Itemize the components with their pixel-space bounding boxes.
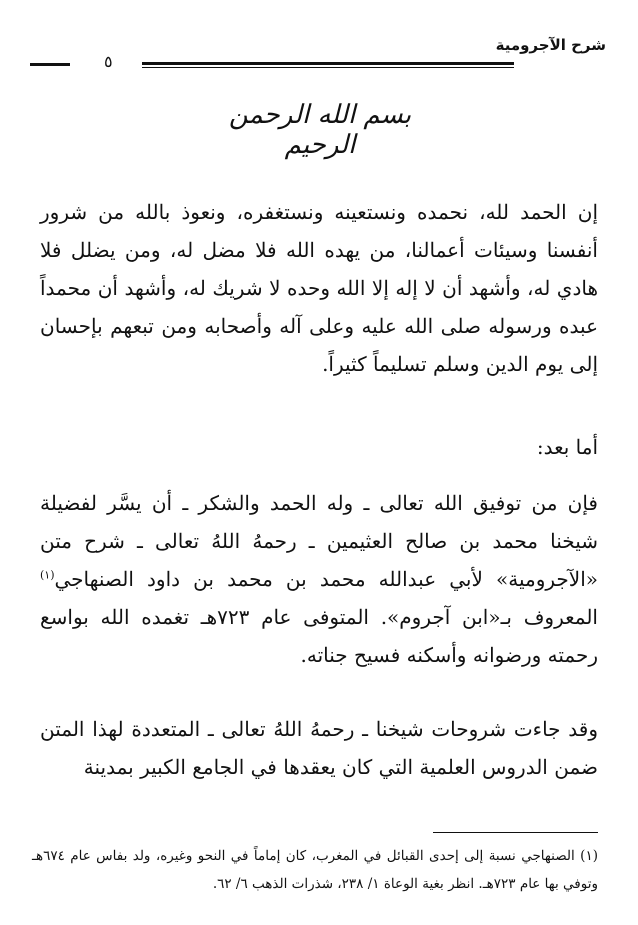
paragraph-lessons: وقد جاءت شروحات شيخنا ـ رحمهُ اللهُ تعالى ـ المتعددة لهذا المتن ضمن الدروس العلمية التي كان يعقدها في الجامع الكبير بمدينة bbox=[40, 717, 598, 779]
page-number: ٥ bbox=[104, 52, 113, 71]
paragraph-text: فإن من توفيق الله تعالى ـ وله الحمد والشكر ـ أن يسَّر لفضيلة شيخنا محمد بن صالح العثيمين ـ رحمهُ اللهُ تعالى ـ شرح متن «الآجرومية» لأبي عبدالله محمد بن محمد بن داود الصنهاجي bbox=[40, 491, 598, 591]
paragraph-opening: إن الحمد لله، نحمده ونستعينه ونستغفره، ونعوذ بالله من شرور أنفسنا وسيئات أعمالنا، من يهده الله فلا مضل له، ومن يضلل فلا هادي له، وأشهد أن لا إله إلا الله وحده لا شريك له، وأشهد أن محمداً عبده ورسوله صلى الله عليه وعلى آله وأصحابه ومن تبعهم بإحسان إلى يوم الدين وسلم تسليماً كثيراً. bbox=[40, 200, 598, 376]
paragraph-introduction bbox=[40, 484, 598, 674]
header-rule-short bbox=[30, 63, 70, 66]
paragraph-text: المعروف بـ«ابن آجروم». المتوفى عام ٧٢٣هـ تغمده الله بواسع رحمته ورضوانه وأسكنه فسيح جناته. bbox=[40, 605, 598, 667]
footnote-reference[interactable]: (١) bbox=[40, 568, 55, 582]
footnote-separator bbox=[433, 832, 598, 833]
header-rule bbox=[142, 62, 514, 68]
running-head bbox=[30, 30, 606, 80]
footnote-1: (١) الصنهاجي نسبة إلى إحدى القبائل في المغرب، كان إماماً في النحو وغيره، ولد بفاس عام ٦٧٤هـ وتوفي بها عام ٧٢٣هـ. انظر بغية الوعاة ١/ ٢٣٨، شذرات الذهب ٦/ ٦٢. bbox=[32, 848, 598, 892]
basmala-calligraphy: بسم الله الرحمن الرحيم bbox=[228, 100, 412, 160]
paragraph-amma-bad: أما بعد: bbox=[536, 435, 598, 459]
book-title: شرح الآجرومية bbox=[495, 36, 606, 54]
footnotes bbox=[32, 842, 598, 898]
